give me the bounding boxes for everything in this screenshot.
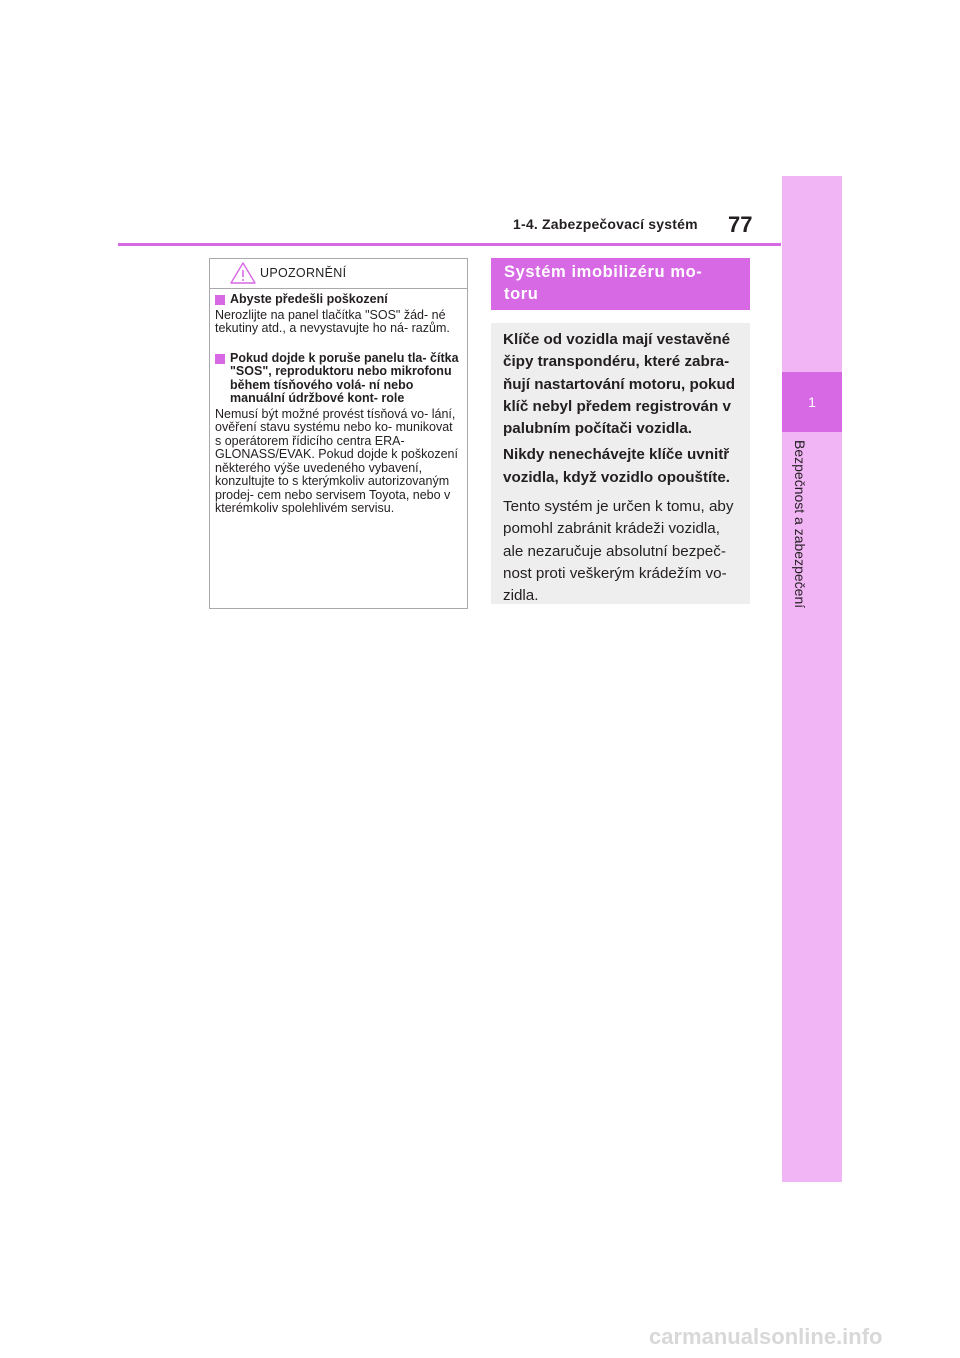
info-paragraph: Tento systém je určen k tomu, aby pomohl zabránit krádeži vozidla, ale nezaručuje absolutní bezpeč- nost proti veškerým krádežím vo- zidla.	[503, 498, 734, 605]
page-number: 77	[728, 212, 753, 237]
warning-box	[209, 258, 468, 609]
warning-item-heading-text: Abyste předešli poškození	[230, 292, 388, 306]
warning-item-text: Nerozlijte na panel tlačítka "SOS" žád- né tekutiny atd., a nevystavujte ho ná- razům.	[215, 307, 450, 335]
warning-title: UPOZORNĚNÍ	[260, 266, 347, 280]
warning-item-text: Nemusí být možné provést tísňová vo- lání, ověření stavu systému nebo ko- munikovat s operátorem řídicího centra ERA-GLONASS/EVAK. Pokud dojde k poškození některého výše uvedeného vybavení, konzultujte to s kterýmkoliv autorizovaným prodej- cem nebo servisem Toyota, nebo v kterémkoliv spolehlivém servisu.	[215, 406, 458, 515]
warning-header	[210, 259, 467, 289]
chapter-side-tab	[782, 176, 842, 1182]
watermark: carmanualsonline.info	[649, 1324, 883, 1349]
warning-triangle-icon	[230, 262, 256, 284]
square-bullet-icon	[215, 295, 225, 305]
chapter-number-box[interactable]	[782, 372, 842, 432]
warning-body	[210, 289, 467, 516]
warning-item-heading-text: Pokud dojde k poruše panelu tla- čítka "SOS", reproduktoru nebo mikrofonu během tísňového volá- ní nebo manuální údržbové kont- role	[230, 350, 459, 405]
chapter-title: Bezpečnost a zabezpečení	[792, 440, 808, 609]
square-bullet-icon	[215, 354, 225, 364]
chapter-number: 1	[808, 394, 816, 410]
warning-item-heading	[215, 352, 462, 406]
warning-item-heading	[215, 293, 462, 307]
section-banner	[491, 258, 750, 310]
info-paragraph-bold: Klíče od vozidla mají vestavěné čipy transpondéru, které zabra- ňují nastartování motoru, pokud klíč nebyl předem registrován v palubním počítači vozidla.	[503, 331, 736, 438]
header-rule	[118, 243, 781, 246]
section-title: 1-4. Zabezpečovací systém	[513, 216, 698, 232]
info-box	[491, 323, 750, 604]
section-banner-title: Systém imobilizéru mo- toru	[504, 263, 703, 303]
info-paragraph-bold: Nikdy nenechávejte klíče uvnitř vozidla, když vozidlo opouštíte.	[503, 446, 730, 486]
